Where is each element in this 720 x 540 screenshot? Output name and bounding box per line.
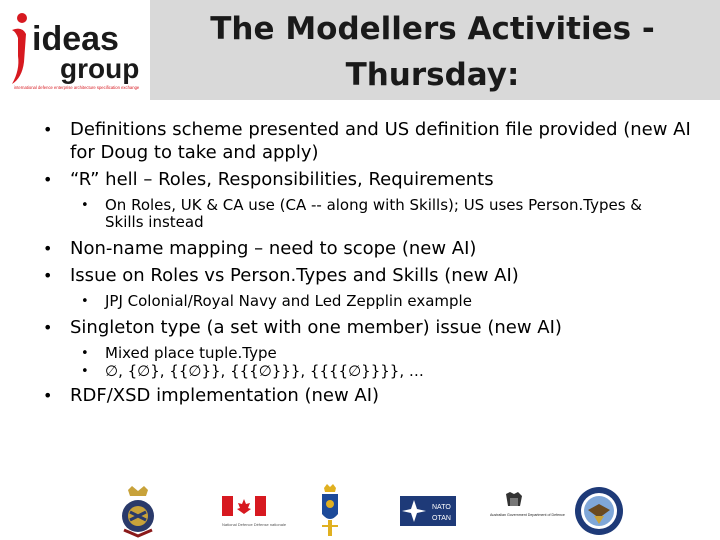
nato-label: NATO [432, 504, 451, 511]
otan-label: OTAN [432, 515, 451, 522]
logo-word-ideas: ideas [32, 20, 119, 58]
australia-defence-icon [490, 492, 565, 528]
ideas-logo-icon [0, 0, 150, 100]
sub-bullet-roles: • On Roles, UK & CA use (CA -- along with Skills); US uses Person.Types & Skills instead [105, 197, 680, 231]
bullet-rdf-xsd: • RDF/XSD implementation (new AI) [70, 384, 692, 407]
bullet-singleton-type: • Singleton type (a set with one member) issue (new AI) [70, 316, 692, 339]
canada-flag-icon [222, 496, 287, 536]
logo-tagline: international defence enterprise architecture specification exchange [14, 85, 140, 90]
sub-bullet-mixed-place: • Mixed place tuple.Type [105, 345, 680, 362]
australia-caption: Australian Government Department of Defence [490, 513, 565, 517]
us-dod-seal-icon [574, 486, 624, 536]
nato-otan-icon [400, 496, 456, 526]
title-bar [0, 0, 720, 100]
sub-bullet-jpj: • JPJ Colonial/Royal Navy and Led Zepplin example [105, 293, 680, 310]
uk-mod-crest-icon [118, 486, 158, 538]
logo-word-group: group [60, 53, 140, 84]
bullet-r-hell: • “R” hell – Roles, Responsibilities, Requirements [70, 168, 692, 191]
bullet-list [0, 118, 720, 407]
page-title: The Modellers Activities - Thursday: [210, 11, 655, 93]
canada-caption: National Defence Défense nationale [222, 522, 287, 527]
bullet-definitions: • Definitions scheme presented and US definition file provided (new AI for Doug to take and apply) [70, 118, 692, 164]
bullet-non-name-mapping: • Non-name mapping – need to scope (new AI) [70, 237, 692, 260]
sub-bullet-empty-sets: • ∅, {∅}, {{∅}}, {{{∅}}}, {{{{∅}}}}, … [105, 363, 680, 380]
footer-logos [0, 482, 720, 540]
bullet-roles-vs-persontypes: • Issue on Roles vs Person.Types and Skills (new AI) [70, 264, 692, 287]
sweden-crest-icon [318, 484, 342, 538]
ideas-group-logo [0, 0, 150, 100]
